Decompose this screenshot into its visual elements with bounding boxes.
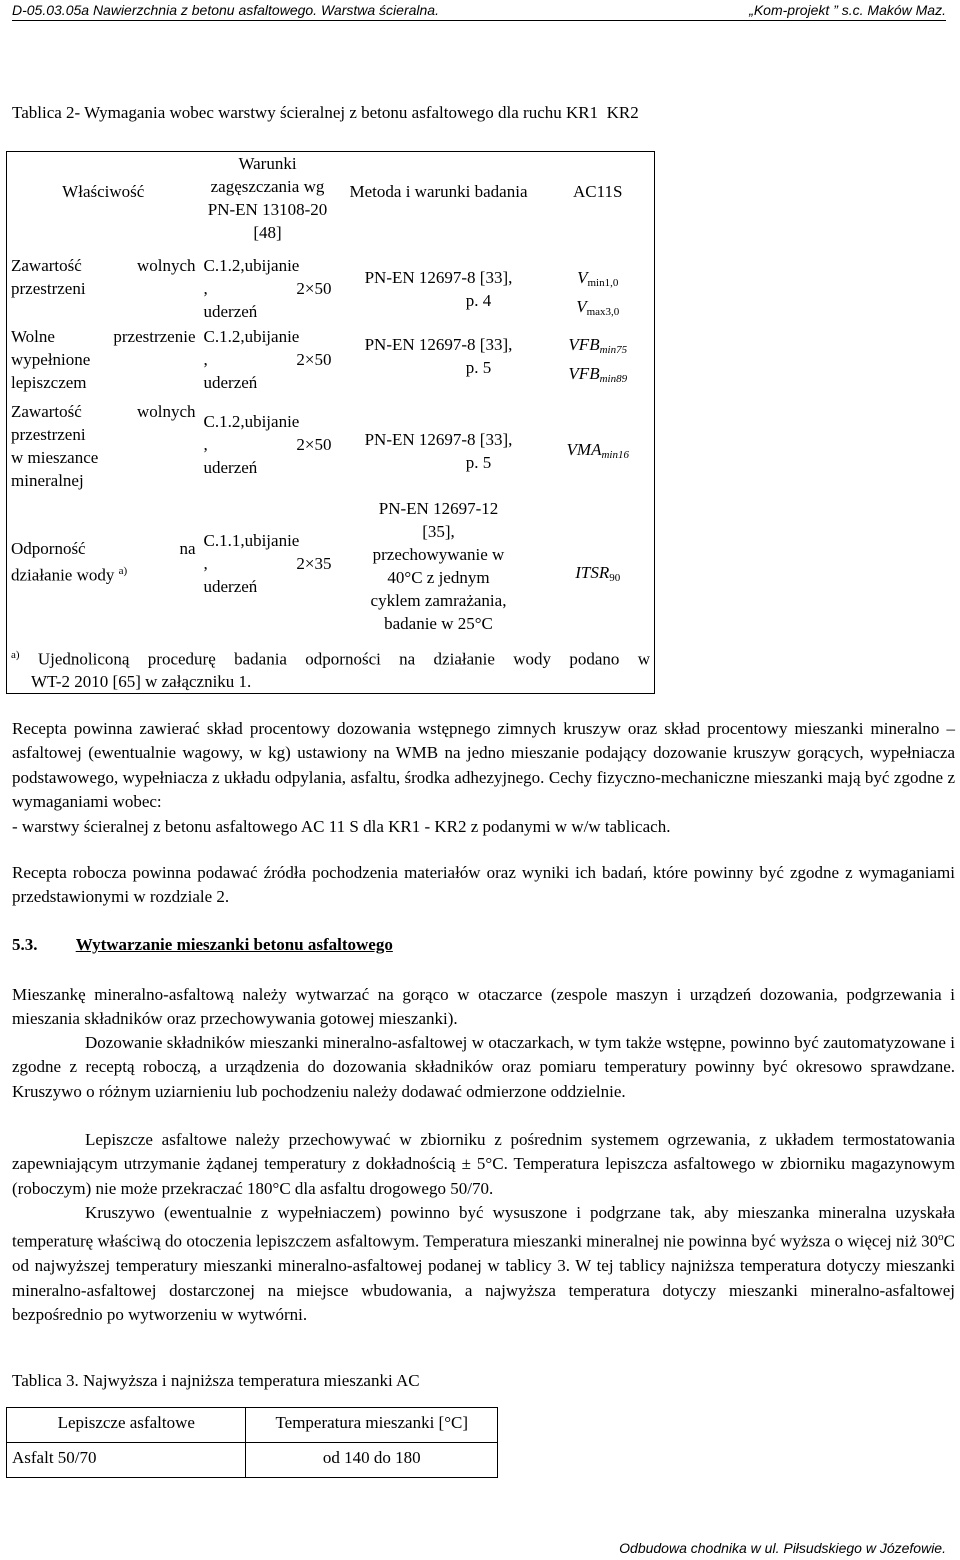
header-temperature: Temperatura mieszanki [°C]: [246, 1408, 498, 1443]
table-header-row: [7, 152, 655, 254]
footnote-row: [7, 642, 655, 694]
requirements-table: [6, 151, 655, 694]
paragraph-binder-storage: Lepiszcze asfaltowe należy przechowywać w zbiorniku z pośrednim systemem ogrzewania, z układem termostatowania zapewniającym utrzymanie żądanej temperatury z dokładnością ± 5°C. Temperatura lepiszcza asfaltowego w zbiorniku magazynowym (roboczym) nie może przekraczać 180°C dla asfaltu drogowego 50/70.: [12, 1130, 955, 1198]
page-footer: Odbudowa chodnika w ul. Piłsudskiego w Józefowie.: [619, 1540, 946, 1556]
conditions-cell: C.1.1,ubijanie , 2×35 uderzeń: [203, 530, 332, 596]
table-row: [7, 254, 655, 325]
table-header-row: [7, 1408, 498, 1443]
method-cell: PN-EN 12697-12 [35], przechowywanie w 40°C z jednym cyklem zamrażania, badanie w 25°C: [370, 498, 507, 633]
table3-caption: Tablica 3. Najwyższa i najniższa temperatura mieszanki AC: [12, 1371, 420, 1390]
footnote: $^{a)}$ Ujednoliconą procedurę badania odporności na działanie wody podano w WT-2 2010 [65] w załączniku 1.: [11, 648, 650, 692]
header-ac11s: AC11S: [573, 182, 623, 201]
property-cell: Wolne przestrzenie wypełnione lepiszczem: [11, 326, 196, 392]
page-header: [12, 2, 946, 21]
value-cell: $V_{min1,0}$ $V_{max3,0}$: [576, 267, 620, 318]
method-cell: PN-EN 12697-8 [33], p. 4: [364, 267, 513, 310]
paragraph-dosing: Dozowanie składników mieszanki mineralno-asfaltowej w otaczarkach, w tym także wstępne, powinno być zautomatyzowane i zgodne z receptą roboczą, a urządzenia do dozowania składników oraz pomiaru temperatury powinny być okresowo sprawdzane. Kruszywo o różnym uziarnieniu lub pochodzeniu należy dodawać odmierzone oddzielnie.: [12, 1033, 955, 1101]
header-conditions: Warunki zagęszczania wg PN-EN 13108-20 [48]: [207, 154, 328, 242]
paragraph-aggregate: Kruszywo (ewentualnie z wypełniaczem) powinno być wysuszone i podgrzane tak, aby mieszanka mineralna uzyskała temperaturę właściwą do otoczenia lepiszczem asfaltowym. Temperatura mieszanki mineralnej nie powinna być wyższa o więcej niż 30$^o$C od najwyższej temperatury mieszanki mineralno-asfaltowej podanej w tablicy 3. W tej tablicy najniższa temperatura dotyczy mieszanki mineralno-asfaltowej dostarczonej na miejsce wbudowania, a najwyższa temperatura dotyczy mieszanki mineralno-asfaltowej bezpośrednio po wytworzeniu w wytwórni.: [12, 1203, 955, 1324]
conditions-cell: C.1.2,ubijanie , 2×50 uderzeń: [203, 255, 332, 321]
value-cell: $VMA_{min16}$: [566, 439, 629, 461]
header-doc-title: D-05.03.05a Nawierzchnia z betonu asfaltowego. Warstwa ścieralna.: [12, 2, 439, 18]
header-company: „Kom-projekt ” s.c. Maków Maz.: [749, 2, 946, 18]
paragraph-recipe: Recepta powinna zawierać skład procentowy dozowania wstępnego zimnych kruszyw oraz skład procentowy mieszanki mineralno – asfaltowej (ewentualnie wagowy, w kg) ustawiony na WMB na jedno mieszanie podający dozowanie kruszyw gorących, wypełniacza podstawowego, wypełniacza z układu odpylania, asfaltu, środka adhezyjnego. Cechy fizyczno-mechaniczne mieszanki mają być zgodne z wymaganiami wobec:: [12, 719, 955, 811]
property-cell: Odporność na działanie wody $^{a)}$: [11, 538, 196, 585]
value-cell: $VFB_{min75}$ $VFB_{min89}$: [568, 334, 628, 385]
table-row: [7, 1443, 498, 1478]
section-heading: [12, 935, 393, 955]
binder-cell: Asfalt 50/70: [7, 1443, 246, 1478]
table-row: [7, 400, 655, 497]
paragraph-recipe-list: - warstwy ścieralnej z betonu asfaltowego AC 11 S dla KR1 - KR2 z podanymi w w/w tablicach.: [12, 817, 671, 836]
section-number: 5.3.: [12, 935, 38, 954]
conditions-cell: C.1.2,ubijanie , 2×50 uderzeń: [203, 326, 332, 392]
paragraph-production: Mieszankę mineralno-asfaltową należy wytwarzać na gorąco w otaczarce (zespole maszyn i urządzeń dozowania, podgrzewania i mieszania składników oraz przechowywania gotowej mieszanki).: [12, 985, 955, 1029]
header-binder: Lepiszcze asfaltowe: [7, 1408, 246, 1443]
property-cell: Zawartość wolnych przestrzeni w mieszance mineralnej: [11, 401, 196, 490]
method-cell: PN-EN 12697-8 [33], p. 5: [364, 429, 513, 472]
property-cell: Zawartość wolnych przestrzeni: [11, 255, 196, 298]
header-method: Metoda i warunki badania: [349, 182, 528, 201]
temperature-cell: od 140 do 180: [246, 1443, 498, 1478]
table-row: [7, 325, 655, 400]
conditions-cell: C.1.2,ubijanie , 2×50 uderzeń: [203, 411, 332, 477]
header-property: Właściwość: [62, 182, 145, 201]
method-cell: PN-EN 12697-8 [33], p. 5: [364, 334, 513, 377]
value-cell: $ITSR_{90}$: [575, 562, 621, 584]
section-title: Wytwarzanie mieszanki betonu asfaltowego: [75, 935, 393, 954]
table2-caption: Tablica 2- Wymagania wobec warstwy ścieralnej z betonu asfaltowego dla ruchu KR1 KR2: [12, 103, 639, 122]
table-row: [7, 497, 655, 642]
temperature-table: [6, 1407, 498, 1478]
paragraph-working-recipe: Recepta robocza powinna podawać źródła pochodzenia materiałów oraz wyniki ich badań, które powinny być zgodne z wymaganiami przedstawionymi w rozdziale 2.: [12, 863, 955, 907]
